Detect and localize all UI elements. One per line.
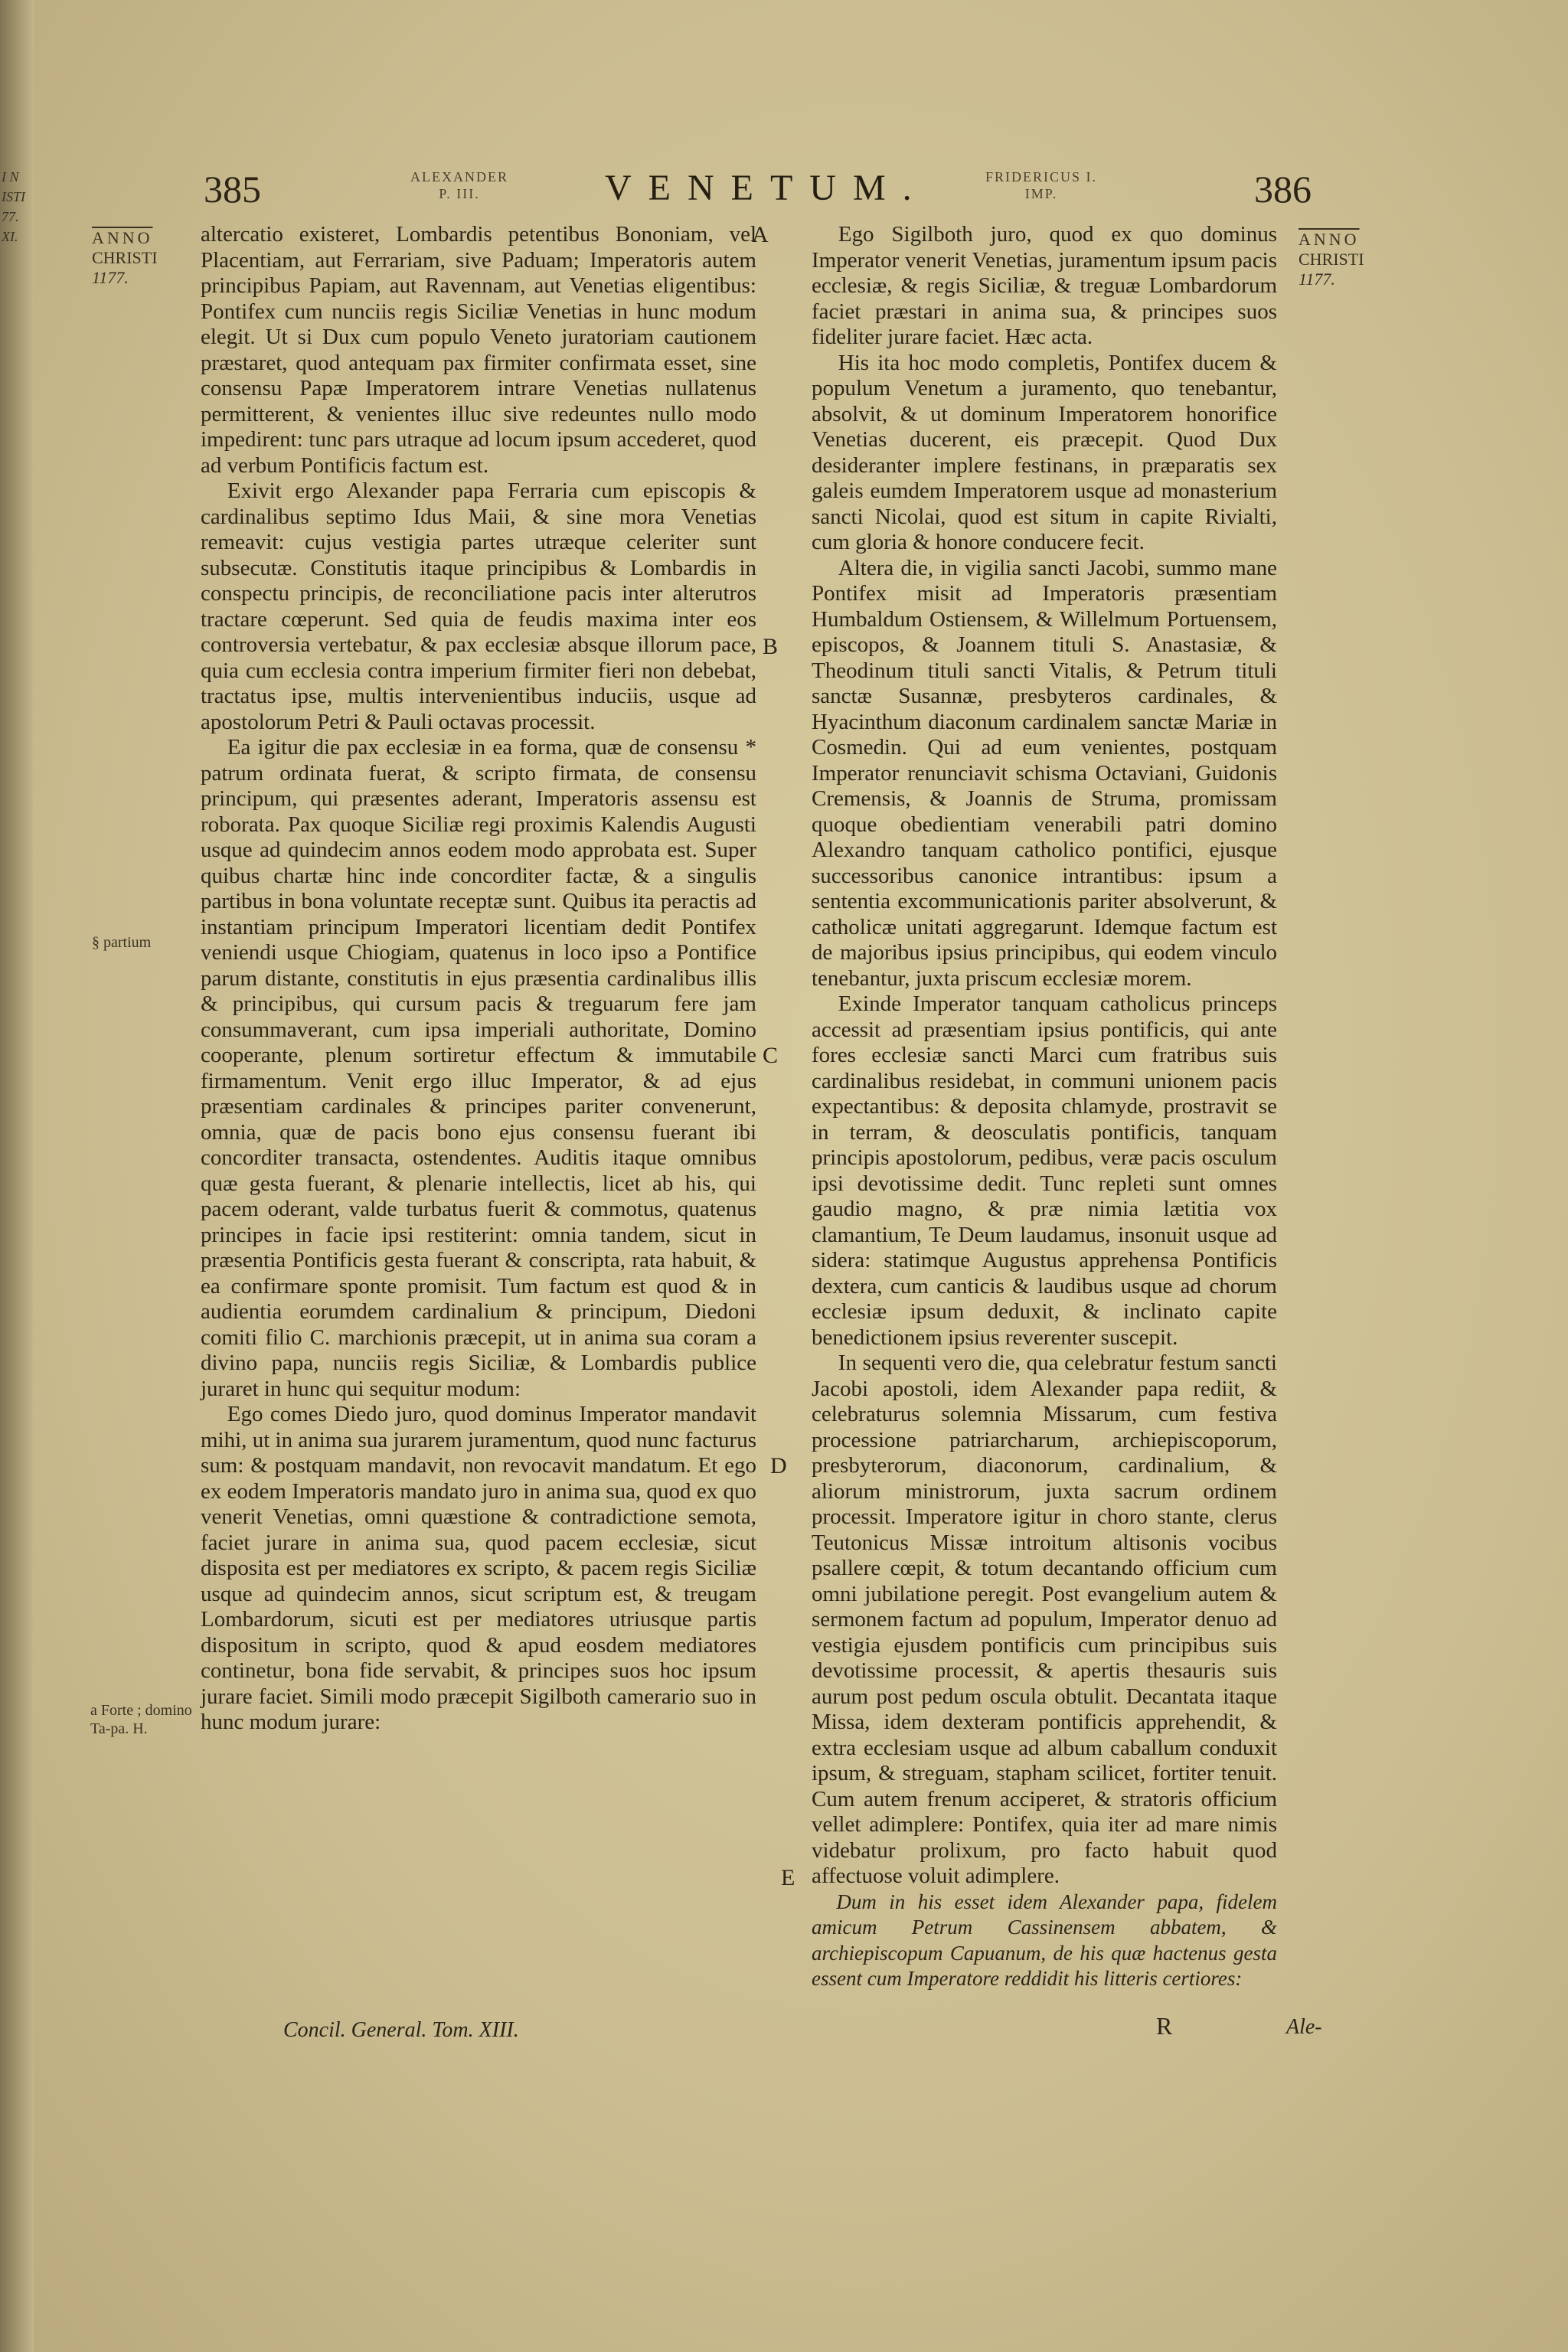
christi-label: CHRISTI	[92, 248, 158, 267]
left-page-number: 385	[204, 168, 261, 211]
signature-mark: R	[1156, 2012, 1173, 2040]
volume-footer: Concil. General. Tom. XIII.	[283, 2018, 519, 2042]
margin-note-partium: § partium	[92, 934, 152, 951]
right-running-head: FRIDERICUS I. IMP.	[985, 169, 1097, 201]
year-label: 1177.	[92, 268, 129, 287]
left-text-column	[201, 222, 756, 1736]
paragraph: His ita hoc modo completis, Pontifex ducem & populum Venetum a juramento, quo tenebantur, absolvit, & ut dominum Imperatorem honorifice Venetias ducerent, eis præcepit. Quod Dux desideranter implere festinans, in præparatis sex galeis eumdem Imperatorem usque ad monasterium sancti Nicolai, quod est situm in capite Rivialti, cum gloria & honore conducere fecit.	[812, 350, 1277, 554]
paragraph: Exivit ergo Alexander papa Ferraria cum episcopis & cardinalibus septimo Idus Maii, & sine mora Venetias remeavit: cujus vestigia partes utræque celeriter sunt subsecutæ. Constitutis itaque principibus & Lombardis in conspectu principis, de reconciliatione pacis inter alterutros tractare cœperunt. Sed quia de feudis maxima inter eos controversia vertebatur, & pax ecclesiæ absque illorum pace, quia cum ecclesia contra imperium firmiter fieri non debebat, tractatus ipse, multis intervenientibus induciis, usque ad apostolorum Petri & Pauli octavas processit.	[201, 479, 756, 734]
right-text-column	[812, 222, 1277, 1992]
anno-label: ANNO	[92, 228, 153, 247]
page-title: VENETUM.	[605, 168, 929, 208]
section-letter-a: A	[752, 222, 769, 247]
paragraph: Ego comes Diedo juro, quod dominus Imperator mandavit mihi, ut in anima sua jurarem juramentum, quod nunc facturus sum: & postquam mandavit, non revocavit mandatum. Et ego ex eodem Imperatoris mandato juro in anima sua, quod ex quo venerit Venetias, omni quæstione & contradictione semota, faciet jurare in anima sua, quod pacem ecclesiæ, sicut dispositа est per mediatores ex scripto, & pacem regis Siciliæ usque ad quindecim annos, sicut scriptum est, & treugam Lombardorum, sicuti est per mediatores utriusque partis dispositum in scripto, quod & apud eosdem mediatores continetur, bona fide servabit, & principes suos hoc ipsum jurare faciet. Simili modo præcepit Sigilboth camerario suo in hunc modum jurare:	[201, 1402, 756, 1734]
running-header	[0, 161, 1568, 211]
section-letter-c: C	[763, 1043, 779, 1068]
catchword: Ale-	[1286, 2015, 1322, 2039]
section-letter-b: B	[763, 634, 779, 659]
anno-label: ANNO	[1298, 230, 1360, 249]
year-label: 1177.	[1298, 270, 1335, 289]
section-letter-d: D	[770, 1453, 787, 1478]
paragraph: In sequenti vero die, qua celebratur festum sancti Jacobi apostoli, idem Alexander papa rediit, & celebraturus solemnia Missarum, cum festiva processione patriarcharum, archiepiscoporum, presbyterorum, diaconorum, cardinalium, & aliorum ministrorum, juxta sacrum ordinem processit. Imperatore igitur in choro stante, clerus Teutonicus Missæ introitum altisonis vocibus psallere cœpit, & totum decantando officium cum omni jubilatione peregit. Post evangelium autem & sermonem factum ad populum, Imperator denuo ad vestigia ejusdem pontificis cum principibus suis devotissime processit, & apertis thesauris suis aurum post pedum oscula obtulit. Decantata itaque Missa, idem dexteram pontificis apprehendit, & extra ecclesiam usque ad album caballum conduxit ipsum, & streguam, stapham scilicet, fortiter tenuit. Cum autem frenum acciperet, & stratoris officium vellet adimplere: Pontifex, quia iter ad mare nimis videbatur prolixum, pro facto habuit quod affectuose voluit adimplere.	[812, 1351, 1277, 1888]
paragraph: Ea igitur die pax ecclesiæ in ea forma, quæ de consensu * patrum ordinata fuerat, & scripto firmata, de consensu principum, qui præsentes aderant, Imperatoris assensu est roborata. Pax quoque Siciliæ regi proximis Kalendis Augusti usque ad quindecim annos eodem modo approbata est. Super quibus chartæ hinc inde concorditer factæ, & a singulis partibus in bona voluntate receptæ sunt. Quibus ita peractis ad instantiam principum Imperatori licentiam dedit Pontifex veniendi usque Chiogiam, quatenus in loco ipso a Pontifice parum distante, constitutis in ejus præsentia cardinalibus illis & principibus, qui cursum pacis & treguarum fere jam consummaverant, cum ipsa imperiali authoritate, Domino cooperante, plenum sortiretur effectum & immutabile firmamentum. Venit ergo illuc Imperator, & ad ejus præsentiam cardinales & principes pariter convenerunt, omnia, quæ de pacis bono ejus consensu fuerant ibi concorditer transacta, ostendentes. Auditis itaque omnibus quæ gesta fuerant, & plenarie intellectis, licet ab his, qui pacem oderant, valde turbatus fuerit & commotus, quatenus principes in facie ipsi restiterint: omnia tandem, sicut in præsentia Pontificis gesta fuerant & conscripta, rata habuit, & ea confirmare sponte promisit. Tum factum est quod & in audientia eorumdem cardinalium & principum, Diedoni comiti filio C. marchionis præcepit, ut in anima sua coram a divino papa, nunciis regis Siciliæ, & Lombardis publice juraret in hunc qui sequitur modum:	[201, 735, 756, 1401]
facing-page-margin-note: I N ISTI 77. XI.	[2, 169, 25, 244]
paragraph: Altera die, in vigilia sancti Jacobi, summo mane Pontifex misit ad Imperatoris præsentiam Humbaldum Ostiensem, & Willelmum Portuensem, episcopos, & Joannem tituli S. Anastasiæ, & Theodinum tituli sancti Vitalis, & Petrum tituli sanctæ Susannæ, presbyteros cardinales, & Hyacinthum diaconum cardinalem sanctæ Mariæ in Cosmedin. Qui ad eum venientes, postquam Imperator renunciavit schisma Octaviani, Guidonis Cremensis, & Joannis de Struma, promissam quoque obedientiam venerabili patri domino Alexandro tanquam catholico pontifici, ejusque successoribus canonice intrantibus: ipsum a sententia excommunicationis pariter absolverunt, & catholicæ unitati aggregarunt. Idemque factum est de majoribus ipsius principibus, qui eodem vinculo tenebantur, juxta priscum ecclesiæ morem.	[812, 555, 1277, 991]
margin-note-forte: a Forte ; domino Ta-pa. H.	[90, 1702, 192, 1737]
christi-label: CHRISTI	[1298, 250, 1364, 269]
paragraph: altercatio existeret, Lombardis petentibus Bononiam, vel Placentiam, aut Ferrariam, sive Paduam; Imperatoris autem principibus Papiam, aut Ravennam, aut Venetias eligentibus: Pontifex cum nunciis regis Siciliæ Venetias in hunc modum elegit. Ut si Dux cum populo Veneto juratoriam cautionem præstaret, quod antequam pax firmiter confirmata esset, sine consensu Papæ Imperatorem intrare Venetias nullatenus permitterent, & venientes illuc sive redeuntes nullo modo impedirent: tunc pars utraque ad locum ipsum accederet, quod ad verbum Pontificis factum est.	[201, 222, 756, 478]
paragraph: Exinde Imperator tanquam catholicus princeps accessit ad præsentiam ipsius pontificis, qui ante fores ecclesiæ sancti Marci cum fratribus suis cardinalibus residebat, in communi unionem pacis expectantibus: & deposita chlamyde, prostravit se in terram, & deosculatis pontificis, tanquam principis apostolorum, pedibus, veræ pacis osculum ipsi devotissime dedit. Tunc repleti sunt omnes gaudio magno, & præ nimia lætitia vox clamantium, Te Deum laudamus, insonuit usque ad sidera: statimque Augustus apprehensa Pontificis dextera, cum canticis & laudibus usque ad chorum ecclesiæ ipsum deduxit, & inclinato capite benedictionem ipsius reverenter suscepit.	[812, 991, 1277, 1350]
section-letter-e: E	[781, 1865, 795, 1890]
facing-page-edge	[0, 0, 34, 2352]
anno-christi-left	[92, 228, 184, 288]
right-page-number: 386	[1254, 168, 1312, 211]
anno-christi-right	[1298, 230, 1398, 289]
left-running-head: ALEXANDER P. III.	[410, 169, 508, 201]
paragraph-italic: Dum in his esset idem Alexander papa, fidelem amicum Petrum Cassinensem abbatem, & archiepiscopum Capuanum, de his quæ hactenus gesta essent cum Imperatore reddidit his litteris certiores:	[812, 1890, 1277, 1990]
paragraph: Ego Sigilboth juro, quod ex quo dominus Imperator venerit Venetias, juramentum ipsum pacis ecclesiæ, & regis Siciliæ, & treguæ Lombardorum faciet præstari in anima sua, & principes suos fideliter jurare faciet. Hæc acta.	[812, 222, 1277, 349]
